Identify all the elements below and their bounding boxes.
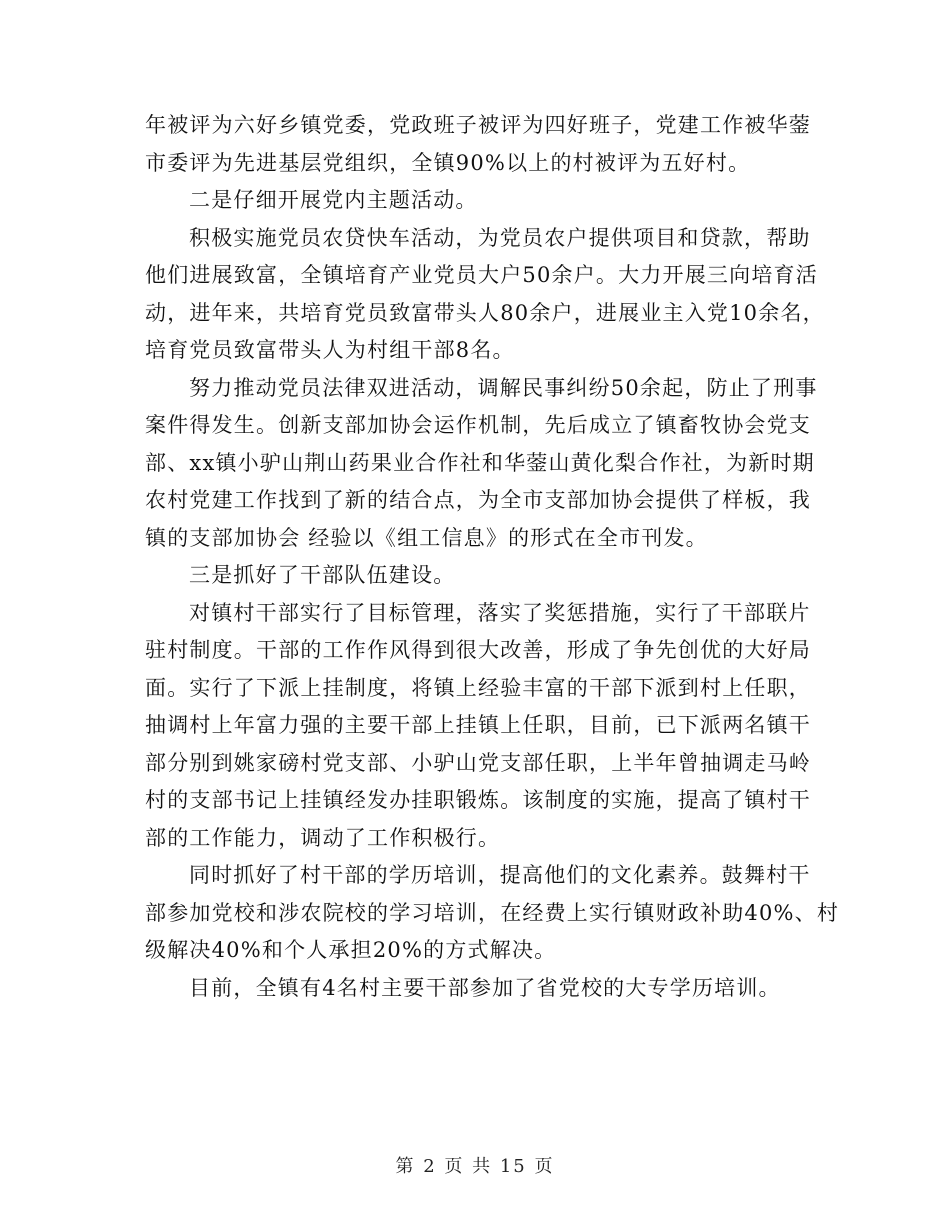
- text-line: 抽调村上年富力强的主要干部上挂镇上任职，目前，已下派两名镇干: [145, 713, 811, 737]
- text-line: 镇的支部加协会 经验以《组工信息》的形式在全市刊发。: [145, 525, 708, 550]
- text-line: 积极实施党员农贷快车活动，为党员农户提供项目和贷款，帮助: [189, 225, 811, 250]
- text-line: 三是抓好了干部队伍建设。: [189, 563, 456, 587]
- section-heading-2: [145, 182, 810, 220]
- text-line: 动，进年来，共培育党员致富带头人80余户，进展业主入党10余名，: [145, 300, 825, 325]
- section-heading-3: [145, 557, 810, 595]
- text-line: 驻村制度。干部的工作作风得到很大改善，形成了争先创优的大好局: [145, 638, 811, 662]
- paragraph-current-status: [145, 970, 810, 1008]
- text-line: 面。实行了下派上挂制度，将镇上经验丰富的干部下派到村上任职，: [145, 675, 811, 700]
- text-line: 农村党建工作找到了新的结合点，为全市支部加协会提供了样板，我: [145, 488, 811, 512]
- text-line: 村的支部书记上挂镇经发办挂职锻炼。该制度的实施，提高了镇村干: [145, 788, 811, 812]
- text-line: 他们进展致富，全镇培育产业党员大户50余户。大力开展三向培育活: [145, 263, 818, 287]
- page-number-footer: 第 2 页 共 15 页: [395, 1156, 555, 1177]
- paragraph-loan-activity: [145, 220, 825, 370]
- text-line: 对镇村干部实行了目标管理，落实了奖惩措施，实行了干部联片: [189, 600, 811, 625]
- text-line: 案件得发生。创新支部加协会运作机制，先后成立了镇畜牧协会党支: [145, 413, 811, 437]
- paragraph-legal-activity: [145, 370, 818, 558]
- text-line: 同时抓好了村干部的学历培训，提高他们的文化素养。鼓舞村干: [189, 863, 811, 887]
- text-line: 培育党员致富带头人为村组干部8名。: [145, 338, 515, 362]
- text-line: 目前，全镇有4名村主要干部参加了省党校的大专学历培训。: [189, 975, 781, 1000]
- paragraph-education-training: [145, 857, 840, 970]
- text-line: 部参加党校和涉农院校的学习培训，在经费上实行镇财政补助40%、村: [145, 900, 840, 925]
- paragraph-continuation: [145, 107, 810, 182]
- text-line: 级解决40%和个人承担20%的方式解决。: [145, 938, 557, 962]
- text-line: 年被评为六好乡镇党委，党政班子被评为四好班子，党建工作被华蓥: [145, 113, 811, 137]
- text-line: 二是仔细开展党内主题活动。: [189, 188, 478, 212]
- text-line: 部、xx镇小驴山荆山药果业合作社和华蓥山黄化梨合作社，为新时期: [145, 450, 815, 475]
- paragraph-cadre-management: [145, 595, 810, 858]
- text-line: 部分别到姚家磅村党支部、小驴山党支部任职，上半年曾抽调走马岭: [145, 750, 811, 775]
- text-line: 部的工作能力，调动了工作积极行。: [145, 825, 501, 850]
- document-body: [145, 107, 840, 1007]
- text-line: 市委评为先进基层党组织，全镇90%以上的村被评为五好村。: [145, 150, 751, 175]
- text-line: 努力推动党员法律双进活动，调解民事纠纷50余起，防止了刑事: [189, 375, 818, 400]
